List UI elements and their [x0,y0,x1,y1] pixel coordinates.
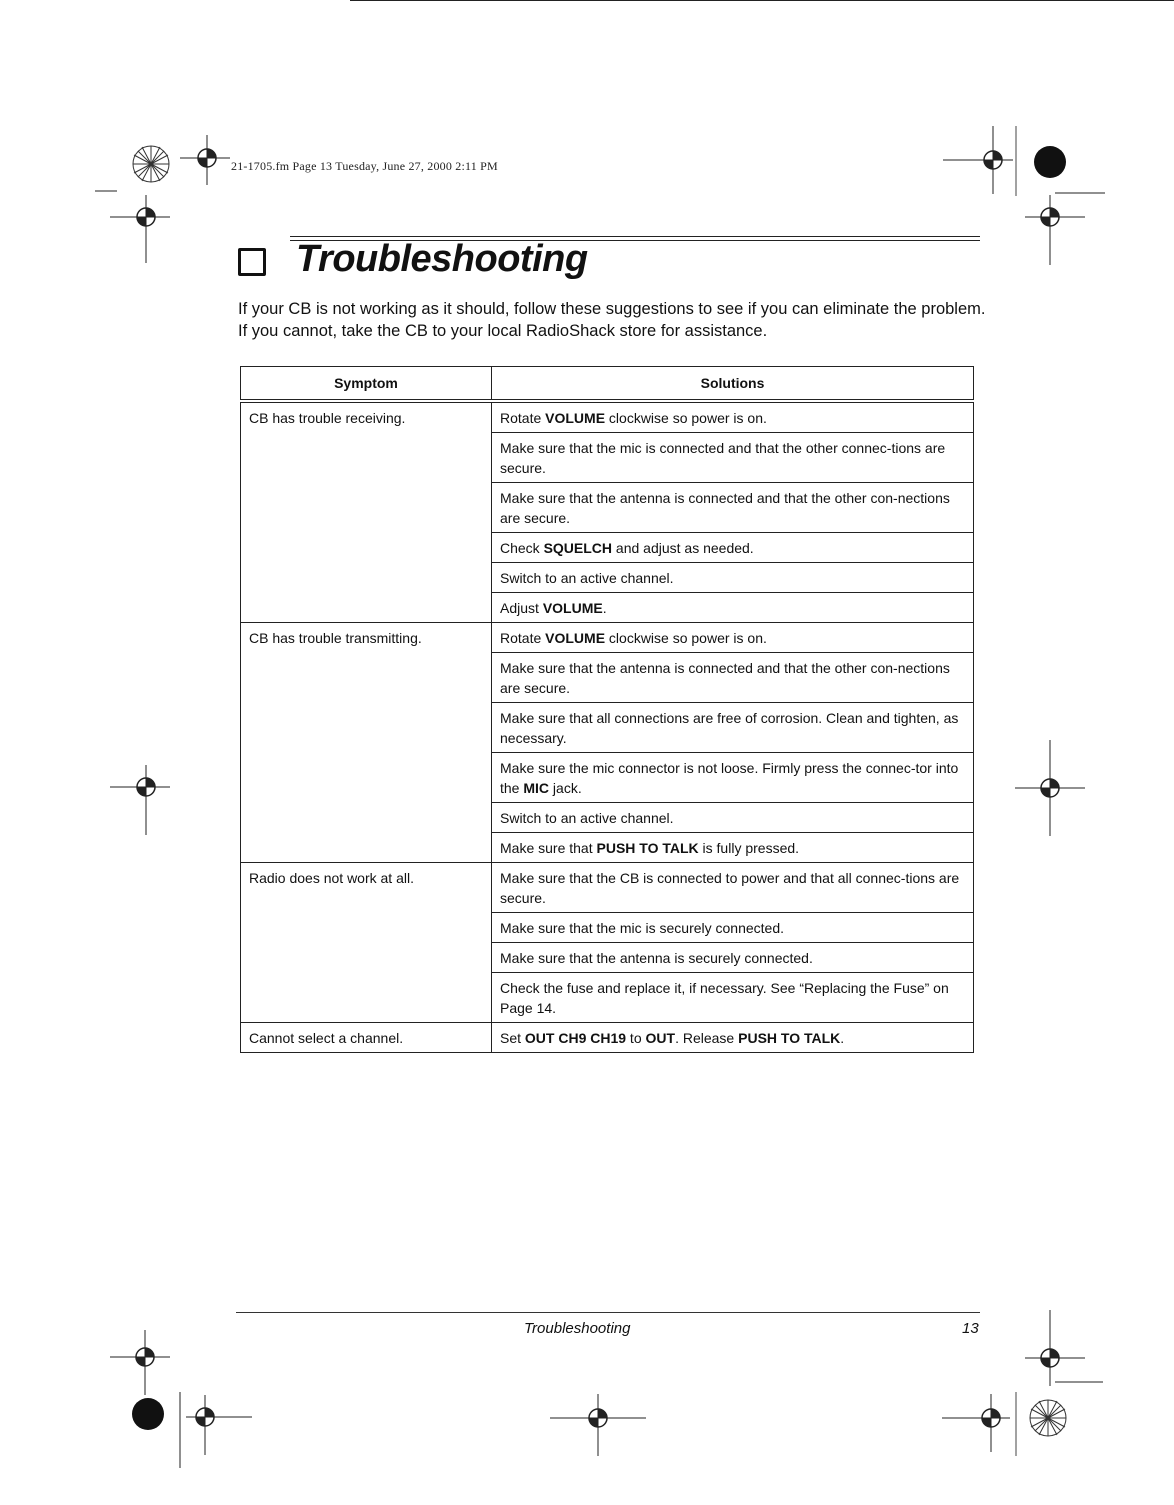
solution-cell [492,753,974,803]
troubleshooting-table [240,366,974,1053]
solution-cell [492,943,974,973]
control-name: VOLUME [545,630,606,646]
solution-cell [492,593,974,623]
symptom-column-header: Symptom [241,367,492,402]
solution-cell [492,913,974,943]
solution-cell [492,703,974,753]
solution-text: Make sure that the antenna is securely connected. [500,950,813,966]
registration-mark-icon [95,185,175,265]
solution-text: Make sure that [500,840,597,856]
solution-text: is fully pressed. [698,840,800,856]
solution-text: clockwise so power is on. [605,630,767,646]
solution-cell [492,401,974,433]
control-name: OUT [645,1030,676,1046]
solution-cell [492,533,974,563]
table-row [241,401,974,433]
table-body [241,401,974,1053]
solution-text: Make sure that the antenna is connected and that the other con-nections are secure. [500,660,950,696]
registration-mark-icon [105,760,175,840]
solution-text: Adjust [500,600,543,616]
solution-text: . Release [675,1030,739,1046]
registration-mark-icon [943,126,1023,196]
solution-text: to [626,1030,646,1046]
control-name: VOLUME [545,410,606,426]
solution-cell [492,803,974,833]
table-row [241,623,974,653]
page-title: Troubleshooting [296,238,588,280]
solution-text: Make sure the mic connector is not loose. Firmly press the connec-tor into the [500,760,959,796]
control-name: SQUELCH [543,540,613,556]
solution-cell [492,563,974,593]
registration-mark-icon [1015,185,1110,270]
control-name: VOLUME [542,600,603,616]
checkbox-icon [238,248,266,276]
solution-cell [492,483,974,533]
solution-text: clockwise so power is on. [605,410,767,426]
solution-text: Set [500,1030,525,1046]
solution-text: and adjust as needed. [612,540,754,556]
solution-cell [492,623,974,653]
control-name: OUT CH9 CH19 [524,1030,627,1046]
solution-cell [492,973,974,1023]
page-number: 13 [962,1320,979,1337]
registration-mark-icon [1010,740,1090,840]
solution-text: Switch to an active channel. [500,810,674,826]
symptom-cell: Radio does not work at all. [241,863,492,1023]
registration-mark-icon [180,135,230,185]
registration-mark-icon [548,1390,648,1460]
solution-text: Make sure that all connections are free of corrosion. Clean and tighten, as necessary. [500,710,959,746]
solutions-column-header: Solutions [492,367,974,402]
solution-text: Check the fuse and replace it, if necessary. See “Replacing the Fuse” on Page 14. [500,980,949,1016]
symptom-cell: Cannot select a channel. [241,1023,492,1053]
solution-text: Make sure that the mic is connected and that the other connec-tions are secure. [500,440,946,476]
registration-mark-icon [1015,1310,1105,1390]
table-header-row [241,367,974,402]
registration-mark-icon [176,1390,256,1470]
solution-cell [492,433,974,483]
registration-mark-icon [940,1390,1020,1460]
starburst-target-icon [1028,1398,1068,1438]
solution-text: Switch to an active channel. [500,570,674,586]
solution-text: Rotate [500,630,546,646]
control-name: PUSH TO TALK [738,1030,841,1046]
starburst-target-icon [131,144,171,184]
control-name: PUSH TO TALK [596,840,699,856]
solution-cell [492,653,974,703]
solution-text: jack. [549,780,582,796]
solution-text: Check [500,540,544,556]
solution-text: . [602,600,607,616]
top-edge-rule [350,0,1174,1]
symptom-cell: CB has trouble receiving. [241,401,492,623]
solution-text: Make sure that the antenna is connected and that the other con-nections are secure. [500,490,950,526]
solution-cell [492,863,974,913]
registration-mark-icon [105,1320,175,1400]
print-header: 21-1705.fm Page 13 Tuesday, June 27, 2000 2:11 PM [231,159,498,173]
title-rule [290,236,980,237]
table-row [241,863,974,913]
solution-text: Rotate [500,410,546,426]
filled-circle-icon [131,1396,167,1432]
symptom-cell: CB has trouble transmitting. [241,623,492,863]
filled-circle-icon [1032,144,1068,180]
control-name: MIC [523,780,550,796]
table-row [241,1023,974,1053]
solution-text: Make sure that the CB is connected to power and that all connec-tions are secure. [500,870,960,906]
solution-cell [492,1023,974,1053]
intro-paragraph: If your CB is not working as it should, follow these suggestions to see if you can eliminate the problem. If you cannot, take the CB to your local RadioShack store for assistance. [238,300,986,340]
solution-cell [492,833,974,863]
footer-section-title: Troubleshooting [524,1320,631,1337]
solution-text: Make sure that the mic is securely connected. [500,920,785,936]
solution-text: . [840,1030,845,1046]
footer-rule [236,1312,980,1313]
